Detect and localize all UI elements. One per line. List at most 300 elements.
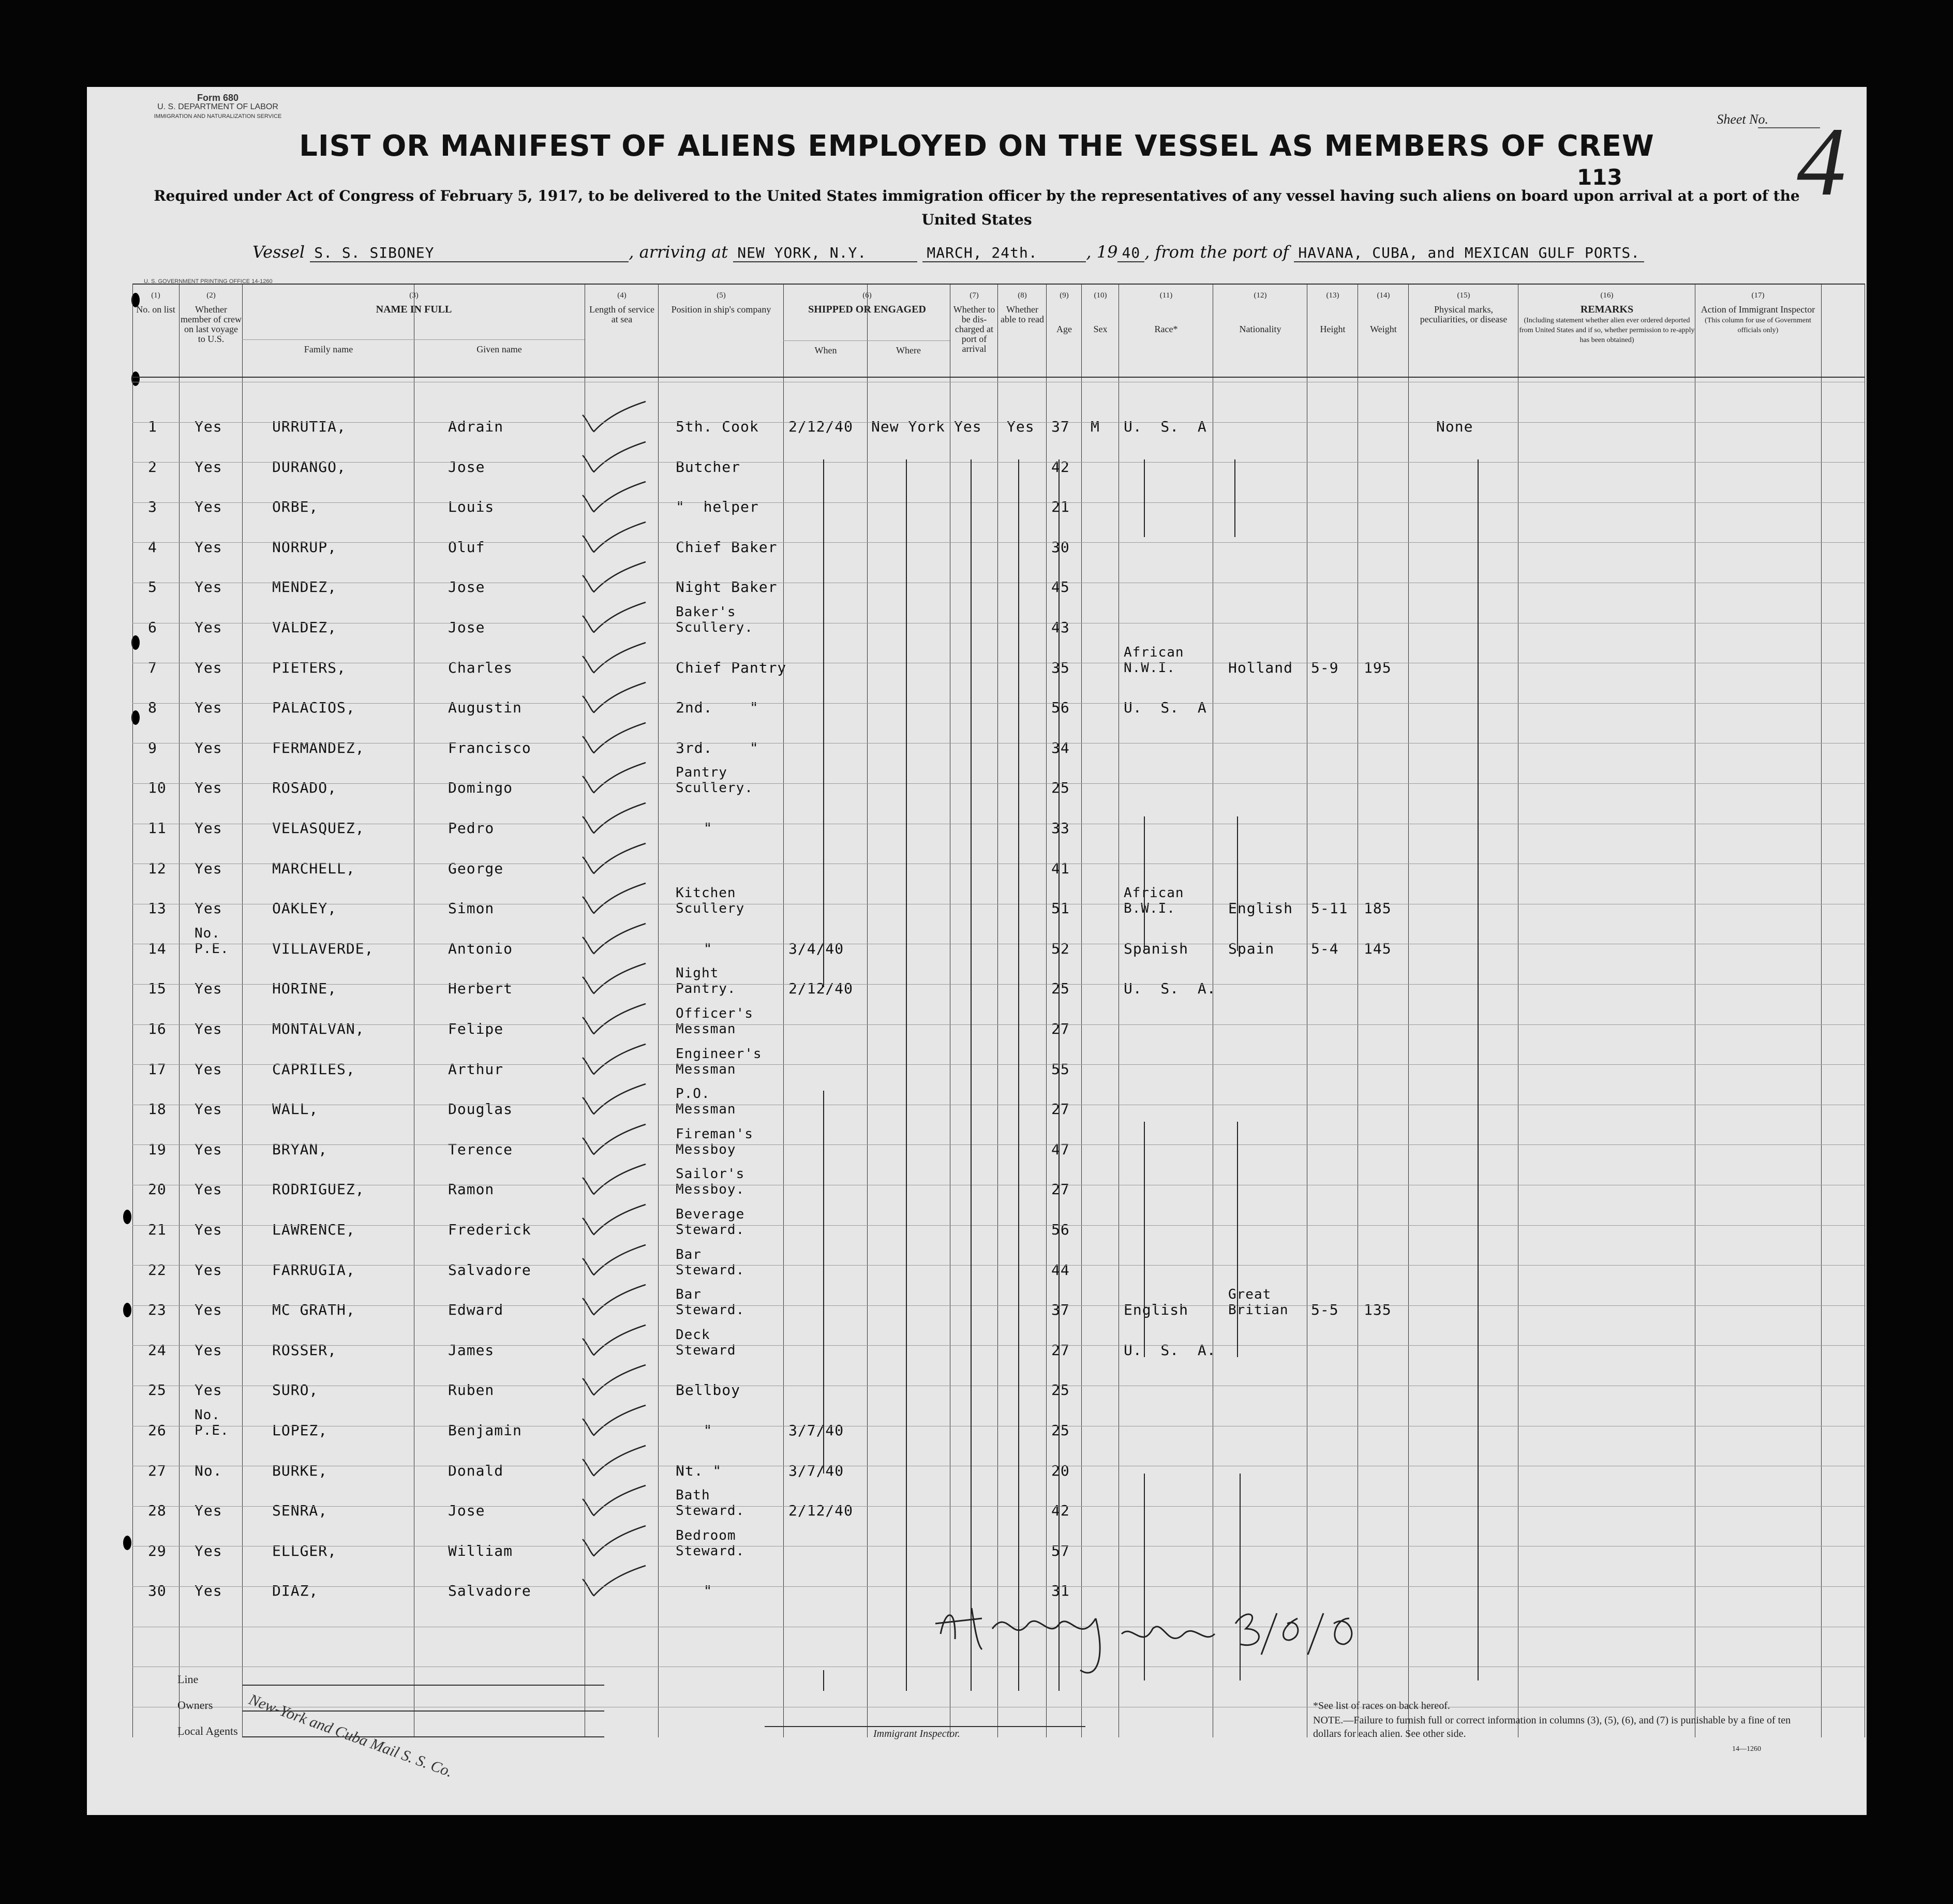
crew-last-voyage-cell: Yes [195,1502,222,1520]
ditto-line [1018,459,1019,1691]
age-cell: 20 [1051,1462,1070,1479]
check-mark-icon [578,1122,651,1158]
shipped-when-cell: 3/7/40 [788,1422,844,1439]
age-cell: 31 [1051,1582,1070,1600]
age-cell: 30 [1051,538,1070,556]
age-cell: 27 [1051,1020,1070,1037]
height-cell: 5-4 [1311,940,1339,957]
row-number-cell: 17 [148,1060,167,1078]
row-number-cell: 2 [148,458,157,475]
ditto-line [1144,816,1145,951]
given-name-cell: Antonio [448,940,513,957]
position-cell: P.O. Messman [676,1086,736,1118]
race-cell: African N.W.I. [1124,644,1184,676]
row-number-cell: 28 [148,1502,167,1520]
row-number-cell: 1 [148,418,157,435]
crew-last-voyage-cell: Yes [195,699,222,717]
age-cell: 44 [1051,1261,1070,1278]
column-number: (3) [409,291,419,300]
row-rule [132,984,1865,985]
ditto-line [1144,459,1145,537]
form-identifier [140,93,295,121]
age-cell: 25 [1051,779,1070,797]
row-rule [132,1024,1865,1025]
crew-last-voyage-cell: Yes [195,1221,222,1238]
given-name-cell: Terence [448,1140,513,1158]
given-name-cell: Arthur [448,1060,504,1078]
crew-last-voyage-cell: Yes [195,1100,222,1118]
shipped-where-cell: New York [871,418,945,435]
row-number-cell: 6 [148,619,157,636]
race-cell: Spanish [1124,940,1189,957]
local-agents-field [242,1736,604,1737]
age-cell: 42 [1051,1502,1070,1520]
service-name: IMMIGRATION AND NATURALIZATION SERVICE [154,113,282,120]
sheet-label: Sheet No. [1717,112,1768,127]
position-cell: Sailor's Messboy. [676,1166,745,1198]
column-number: (17) [1751,291,1765,300]
header-nationality [1214,291,1307,334]
given-name-cell: Pedro [448,820,495,837]
ditto-line [906,459,907,1691]
position-cell: Night Pantry. [676,965,736,997]
ditto-line [1144,1122,1145,1357]
height-cell: 5-9 [1311,659,1339,676]
column-rule [132,284,133,1737]
given-name-cell: Salvadore [448,1261,531,1278]
row-number-cell: 13 [148,900,167,917]
arrival-date: MARCH, 24th. [922,244,1086,262]
physical-marks-cell: None [1436,418,1473,435]
family-name-cell: BRYAN, [272,1140,328,1158]
vessel-label: Vessel [252,242,305,262]
header-text: Whether to be dis- charged at port of arrival [953,304,995,354]
check-mark-icon [578,961,651,998]
row-number-cell: 30 [148,1582,167,1600]
row-rule [132,1144,1865,1145]
position-cell: 2nd. " [676,699,759,717]
column-rule [867,284,868,1737]
check-mark-icon [578,1243,651,1279]
family-name-cell: ORBE, [272,498,319,516]
position-cell: Pantry Scullery. [676,765,753,796]
able-to-read-cell: Yes [1007,418,1035,435]
column-number: (4) [617,291,627,300]
crew-last-voyage-cell: Yes [195,1140,222,1158]
age-cell: 51 [1051,900,1070,917]
row-rule [132,1345,1865,1346]
row-number-cell: 19 [148,1140,167,1158]
age-cell: 47 [1051,1140,1070,1158]
header-discharged [951,291,997,354]
position-cell: " [676,1422,713,1439]
given-name-cell: James [448,1341,495,1359]
check-mark-icon [578,761,651,797]
discharged-cell: Yes [954,418,982,435]
given-name-cell: Ruben [448,1381,495,1399]
crew-last-voyage-cell: Yes [195,980,222,998]
form-number: Form 680 [197,93,239,103]
row-rule [132,1305,1865,1306]
given-name-cell: Salvadore [448,1582,531,1600]
header-text: Whether member of crew on last voyage to U.S. [181,304,242,344]
inspector-signature-line [765,1726,1085,1727]
from-label: , from the port of [1144,242,1289,262]
crew-last-voyage-cell: Yes [195,538,222,556]
position-cell: 3rd. " [676,739,759,756]
races-note: *See list of races on back hereof. [1313,1700,1450,1712]
header-text: Action of Immigrant Inspector [1701,304,1815,315]
header-shipped-when: When [814,345,837,355]
header-text: NAME IN FULL [376,304,452,315]
header-race [1120,291,1213,334]
family-name-cell: VELASQUEZ, [272,820,365,837]
age-cell: 41 [1051,859,1070,877]
inspector-caption: Immigrant Inspector. [873,1728,960,1739]
weight-cell: 145 [1364,940,1392,957]
crew-last-voyage-cell: Yes [195,859,222,877]
header-text: Weight [1370,324,1397,334]
crew-last-voyage-cell: Yes [195,1582,222,1600]
position-cell: Kitchen Scullery [676,885,745,917]
row-number-cell: 23 [148,1301,167,1319]
given-name-cell: Domingo [448,779,513,797]
family-name-cell: MENDEZ, [272,578,337,596]
family-name-cell: NORRUP, [272,538,337,556]
row-rule [132,1064,1865,1065]
header-no-on-list [132,291,179,315]
column-number: (10) [1094,291,1107,300]
shipped-when-cell: 2/12/40 [788,980,854,998]
check-mark-icon [578,560,651,596]
check-mark-icon [578,641,651,677]
age-cell: 34 [1051,739,1070,756]
row-rule [132,462,1865,463]
manifest-document [87,87,1867,1815]
row-rule [132,783,1865,784]
column-rule [242,284,243,1737]
check-mark-icon [578,440,651,476]
check-mark-icon [578,921,651,958]
crew-last-voyage-cell: Yes [195,1060,222,1078]
nationality-cell: English [1228,900,1293,917]
row-rule [132,1265,1865,1266]
position-cell: Beverage Steward. [676,1207,745,1238]
given-name-cell: Francisco [448,739,531,756]
header-text: Age [1056,324,1072,334]
departure-port: HAVANA, CUBA, and MEXICAN GULF PORTS. [1294,244,1644,262]
crew-last-voyage-cell: Yes [195,1301,222,1319]
penalty-note: NOTE.—Failure to furnish full or correct information in columns (3), (5), (6), and (7) is punishable by a fine of ten dollars for each alien. See other side. [1313,1715,1791,1739]
given-name-cell: Augustin [448,699,522,717]
nationality-cell: Spain [1228,940,1275,957]
check-mark-icon [578,1283,651,1319]
row-number-cell: 15 [148,980,167,998]
family-name-cell: URRUTIA, [272,418,346,435]
given-name-cell: William [448,1542,513,1559]
race-cell: U. S. A. [1124,980,1216,998]
row-number-cell: 4 [148,538,157,556]
crew-last-voyage-cell: Yes [195,498,222,516]
crew-last-voyage-cell: Yes [195,659,222,676]
crew-last-voyage-cell: Yes [195,1181,222,1198]
shipped-when-cell: 2/12/40 [788,418,854,435]
local-agents-label: Local Agents [177,1724,238,1737]
header-text: Race* [1154,324,1178,334]
given-name-cell: Herbert [448,980,513,998]
age-cell: 42 [1051,458,1070,475]
age-cell: 27 [1051,1100,1070,1118]
punch-hole [123,1303,131,1317]
header-text: Position in ship's company [671,304,771,315]
header-age [1047,291,1081,334]
punch-hole [123,1210,131,1224]
punch-hole [123,1536,131,1550]
nationality-cell: Great Britian [1228,1287,1289,1318]
family-name-cell: RODRIGUEZ, [272,1181,365,1198]
column-rule [997,284,998,1737]
age-cell: 43 [1051,619,1070,636]
check-mark-icon [578,1002,651,1038]
arriving-label: , arriving at [629,242,728,262]
column-number: (8) [1018,291,1027,300]
row-number-cell: 8 [148,699,157,717]
age-cell: 52 [1051,940,1070,957]
family-name-cell: MONTALVAN, [272,1020,365,1037]
column-number: (7) [970,291,979,300]
vessel-name: S. S. SIBONEY [310,244,629,262]
family-name-cell: BURKE, [272,1462,328,1479]
age-cell: 45 [1051,578,1070,596]
header-subtext: (This column for use of Government officials only) [1705,317,1811,334]
age-cell: 27 [1051,1341,1070,1359]
position-cell: Bar Steward. [676,1287,745,1318]
header-text: REMARKS [1580,304,1634,315]
page-number-stamp: 113 [1577,165,1622,190]
check-mark-icon [578,1564,651,1600]
given-name-cell: Jose [448,1502,485,1520]
header-given-name: Given name [476,344,522,354]
race-cell: U. S. A [1124,418,1207,435]
age-cell: 21 [1051,498,1070,516]
family-name-cell: PALACIOS, [272,699,355,717]
row-number-cell: 24 [148,1341,167,1359]
check-mark-icon [578,600,651,636]
sex-cell: M [1091,418,1100,435]
header-rule [132,377,1865,378]
age-cell: 25 [1051,980,1070,998]
given-name-cell: Louis [448,498,495,516]
ditto-line [823,1091,824,1474]
header-able-to-read [998,291,1046,324]
row-number-cell: 5 [148,578,157,596]
crew-last-voyage-cell: Yes [195,900,222,917]
position-cell: Chief Baker [676,538,778,556]
year-prefix: , 19 [1086,242,1118,262]
position-cell: " [676,820,713,837]
age-cell: 25 [1051,1381,1070,1399]
column-number: (6) [862,291,872,300]
family-name-cell: MC GRATH, [272,1301,355,1319]
crew-last-voyage-cell: Yes [195,458,222,475]
header-text: Length of service at sea [589,304,654,324]
position-cell: Officer's Messman [676,1006,753,1037]
check-mark-icon [578,721,651,757]
height-cell: 5-11 [1311,900,1348,917]
ditto-line [1237,1122,1238,1357]
ditto-line [1237,816,1238,951]
crew-table [132,284,1865,1737]
shipped-when-cell: 3/7/40 [788,1462,844,1479]
owners-label: Owners [177,1699,213,1712]
family-name-cell: PIETERS, [272,659,346,676]
position-cell: 5th. Cook [676,418,759,435]
check-mark-icon [578,1042,651,1078]
header-text: Whether able to read [1001,304,1044,324]
crew-last-voyage-cell: Yes [195,1542,222,1559]
header-subtext: (Including statement whether alien ever ordered deported from United States and if so, whether permission to re-apply has been obtained) [1519,317,1695,344]
row-number-cell: 11 [148,820,167,837]
check-mark-icon [578,480,651,516]
position-cell: Bar Steward. [676,1246,745,1278]
family-name-cell: MARCHELL, [272,859,355,877]
check-mark-icon [578,1363,651,1399]
ditto-line [823,459,824,987]
row-number-cell: 27 [148,1462,167,1479]
crew-last-voyage-cell: Yes [195,1381,222,1399]
crew-last-voyage-cell: Yes [195,739,222,756]
check-mark-icon [578,1483,651,1520]
header-weight [1359,291,1408,334]
family-name-cell: SENRA, [272,1502,328,1520]
header-rule [783,340,950,341]
header-height [1308,291,1358,334]
column-number: (16) [1600,291,1614,300]
printer-mark: U. S. GOVERNMENT PRINTING OFFICE 14-1260 [144,278,273,285]
column-number: (15) [1457,291,1470,300]
family-name-cell: CAPRILES, [272,1060,355,1078]
department-name: U. S. DEPARTMENT OF LABOR [157,102,278,111]
header-text: No. on list [136,304,175,315]
family-name-cell: WALL, [272,1100,319,1118]
column-rule [1821,284,1822,1737]
header-text: Sex [1093,324,1108,334]
position-cell: Butcher [676,458,741,475]
check-mark-icon [578,680,651,717]
given-name-cell: Donald [448,1462,504,1479]
header-text: Height [1320,324,1346,334]
ditto-line [971,459,972,1691]
family-name-cell: FARRUGIA, [272,1261,355,1278]
document-title: LIST OR MANIFEST OF ALIENS EMPLOYED ON THE VESSEL AS MEMBERS OF CREW [299,129,1654,163]
weight-cell: 195 [1364,659,1392,676]
column-rule [1408,284,1409,1737]
age-cell: 37 [1051,1301,1070,1319]
row-rule [132,1225,1865,1226]
race-cell: U. S. A [1124,699,1207,717]
company-stamp: New-York and Cuba Mail S. S. Co. [246,1691,455,1781]
age-cell: 25 [1051,1422,1070,1439]
row-rule [132,703,1865,704]
age-cell: 56 [1051,699,1070,717]
ditto-line [1478,459,1479,1680]
check-mark-icon [578,1162,651,1198]
family-name-cell: ROSSER, [272,1341,337,1359]
family-name-cell: SURO, [272,1381,319,1399]
shipped-when-cell: 2/12/40 [788,1502,854,1520]
column-number: (14) [1377,291,1390,300]
position-cell: Nt. " [676,1462,722,1479]
row-number-cell: 26 [148,1422,167,1439]
age-cell: 37 [1051,418,1070,435]
given-name-cell: Benjamin [448,1422,522,1439]
position-cell: Night Baker [676,578,778,596]
given-name-cell: Edward [448,1301,504,1319]
crew-last-voyage-cell: No. P.E. [195,1407,229,1438]
row-number-cell: 14 [148,940,167,957]
header-remarks [1519,291,1695,344]
row-number-cell: 20 [148,1181,167,1198]
position-cell: " [676,940,713,957]
line-label: Line [177,1673,199,1686]
form-code: 14—1260 [1732,1745,1761,1753]
check-mark-icon [578,1524,651,1560]
sheet-number: 4 [1797,108,1846,216]
column-rule [783,284,784,1737]
position-cell: " [676,1582,713,1600]
column-rule [179,284,180,1737]
race-cell: English [1124,1301,1189,1319]
header-position [659,291,783,315]
age-cell: 33 [1051,820,1070,837]
row-number-cell: 18 [148,1100,167,1118]
race-cell: African B.W.I. [1124,885,1184,917]
row-number-cell: 9 [148,739,157,756]
row-rule [132,1506,1865,1507]
check-mark-icon [578,881,651,917]
crew-last-voyage-cell: Yes [195,820,222,837]
position-cell: " helper [676,498,759,516]
header-crew-last-voyage [180,291,242,344]
crew-last-voyage-cell: Yes [195,619,222,636]
header-length-of-service [586,291,658,324]
row-number-cell: 29 [148,1542,167,1559]
header-inspector-action [1696,291,1820,334]
position-cell: Bath Steward. [676,1488,745,1519]
row-number-cell: 7 [148,659,157,676]
document-subtitle: Required under Act of Congress of February 5, 1917, to be delivered to the United States immigration officer by the representatives of any vessel having such aliens on board upon arrival at a port of the United States [154,187,1800,228]
given-name-cell: Felipe [448,1020,504,1037]
column-number: (1) [151,291,160,300]
family-name-cell: FERMANDEZ, [272,739,365,756]
header-text: Physical marks, peculiarities, or disease [1420,304,1508,324]
header-family-name: Family name [304,344,353,354]
vessel-info-line [252,242,1644,262]
age-cell: 35 [1051,659,1070,676]
position-cell: Deck Steward [676,1327,736,1358]
crew-last-voyage-cell: Yes [195,578,222,596]
given-name-cell: Douglas [448,1100,513,1118]
check-mark-icon [578,841,651,877]
header-rule [242,339,585,340]
race-cell: U. S. A. [1124,1341,1216,1359]
column-number: (13) [1326,291,1339,300]
inspector-signature [925,1587,1442,1691]
check-mark-icon [578,399,651,436]
row-number-cell: 22 [148,1261,167,1278]
row-rule [132,1586,1865,1587]
family-name-cell: OAKLEY, [272,900,337,917]
